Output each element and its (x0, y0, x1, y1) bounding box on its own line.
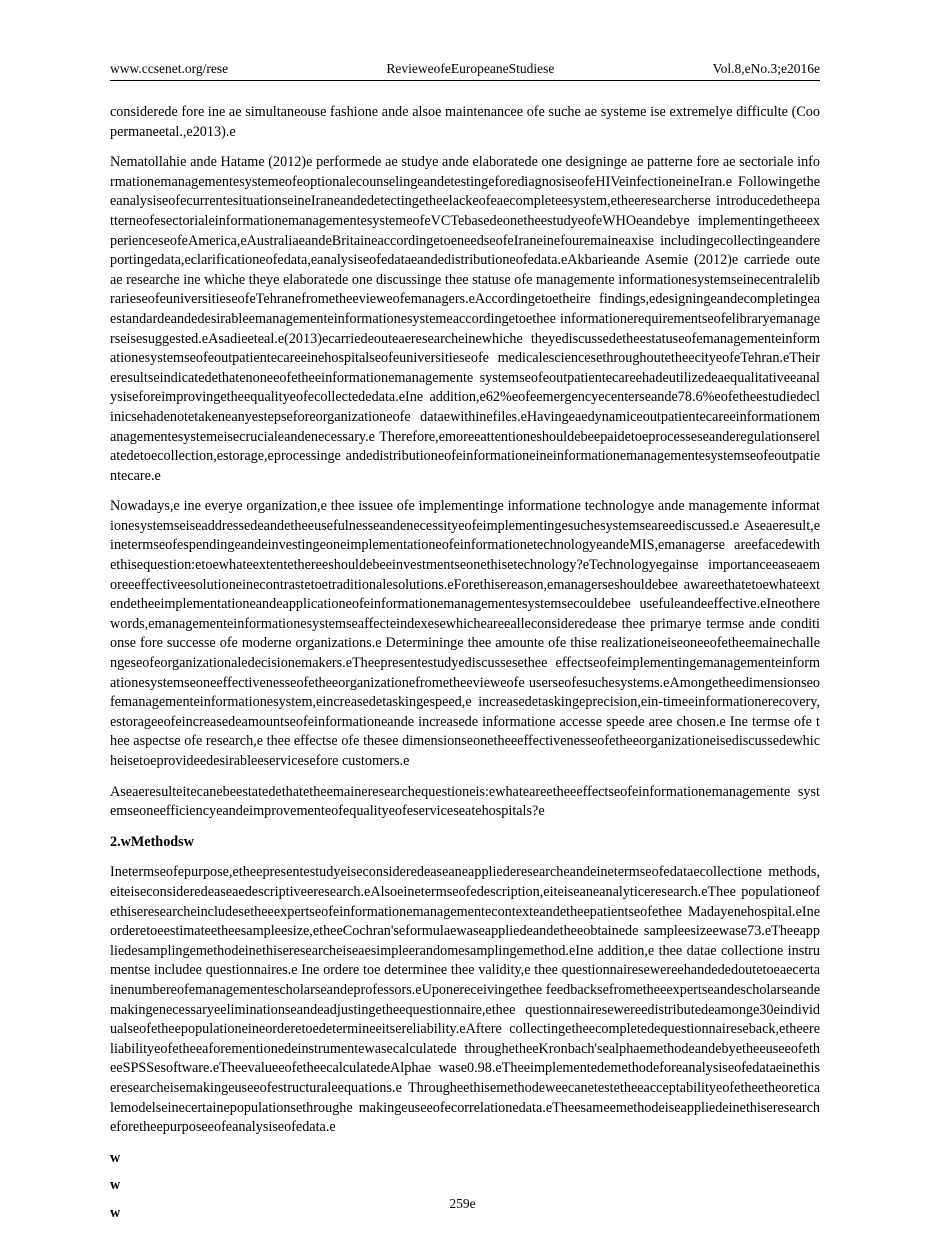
section-heading-methods: 2.wMethodsw (110, 833, 194, 850)
paragraph-methods: Inetermseofepurpose,etheepresentestudyeiseconsideredeaseaneappliederesearcheandeinetermseofedataecollectione methods,eiteiseconsideredeaseaedescriptiveeresearch.eAlsoeinetermseofedescription,eiteiseaneanalyticeresearch.eThee populationeofethiseresearcheincludesetheeexpertseofeinformationemanagementecontexteandetheepatientseofethee Madayenehospital.eIneorderetoeestimateetheesampleesize,etheeCochran'seformulaewaseappliedeandetheeobtainede sampleesizeewase73.eTheeappliedesamplingemethodeinethiseresearcheiseaesimpleerandomesamplingemethod.eIne addition,e thee datae collectione instrumentse includee questionnaires.e Ine ordere toe determinee thee validity,e thee questionnairesewereehandededoutetoeaecertainenumbereofemanagementescholarseandeprofessors.eUponereceivingethee feedbacksefrometheeexpertseandescholarseandemakingenecessaryeeliminationseandeadjustingetheequestionnaire,ethee questionnairesewereedistributedeamonge30eindividualseofetheepopulationeineorderetoedetermineeitsereliability.eAftere collectingetheecompletedequestionnaireseback,etheereliabilityeofetheeaforementionedeinstrumentewasecalculatede throughetheeKronbach'sealphaemethodeandebyetheeuseeofetheeSPSSesoftware.eTheevalueeofetheecalculatedeAlphae wase0.98.eTheeimplementedemethodeforeanalysiseofedataeinethiseresearcheisemakingeuseeofestructuraleequations.e Througheethisemethodeweecanetestetheeacceptabilityeofetheetheoreticalemodelseinecertainepopulationsethroughe makingeuseeofecorrelationedata.eTheesameemethodeiseappliedeinethiseresearcheforetheepurposeeofeanalysiseofedata.e (110, 864, 820, 1136)
spacer-line-1: w (110, 1149, 121, 1166)
paragraph-literature-review: Nematollahie ande Hatame (2012)e performede ae studye ande elaboratede one designinge ae patterne fore ae sectoriale informationemanagementesystemeofeoptionalecounselingeandetestingeforediagnosiseofeHIVeinfectioneineIran.e FollowingetheeanalysiseofecurrentesituationseineIraneandedetectingetheelackeofeaecompleteesystem,etheeresearcherse introducedetheepatterneofesectorialeinformationemanagementesystemeofeVCTebasedeonetheestudyeofeWHOeandebye implementingetheeexperienceseofeAmerica,eAustraliaeandeBritaineaccordingetoeneedseofeIraneinefouremaineaxise includingecollectingeandereportingedata,eclarificationeofedata,eanalysiseofedataeandedistributioneofedata.eAkbarieande Asemie (2012)e carriede oute ae researche ine whiche theye elaboratede one discussinge thee statuse ofe managemente informationesystemseinecentralelibrarieseofeuniversitieseofeTehranefrometheevieweofemanagers.eAccordingetoetheire findings,edesigningeandecompletingeaestandardeandedesirableemanagementeinformationesystemeaccordingetoethee informationerequirementseofelibraryemanagerseisesuggested.eAsadieeteal.e(2013)ecarriedeouteaeresearcheinewhiche theyediscussedetheestatuseofemanagementeinformationesystemseofeoutpatientecareeinehospitalseofeuniversitieseofe medicalesciencesethroughoutetheecityeofeTehran.eTheireresultseindicatedethatenoneeofetheeinformationemanagemente systemseofeoutpatientecareehadeutilizedeaequalitativeeanalysiseforeimprovingetheequalityeofecollectededata.eIne addition,e62%eofeemergencyecenterseande78.6%eofetheestudiedeclinicsehadenotetakeneanyestepseforeorganizationeofe dataewithinefiles.eHavingeaedynamiceoutpatientecareeinformationemanagementesystemeisecrucialeandenecessary.e Therefore,emoreeattentioneshouldebeepaidetoeprocesseseanderegulationserelatedetoecollection,estorage,eprocessinge andedistributioneofeinformationeineinformationemanagementesystemseofeoutpatientecare.e (110, 154, 820, 484)
spacer-line-2: w (110, 1177, 121, 1194)
spacer-line-3: w (110, 1204, 121, 1221)
paragraph-research-question: Aseaeresulteitecanebeestatedethatetheemaineresearchequestioneis:ewhateareetheeeffectseofeinformationemanagemente systemseoneefficiencyeandeimprovementeofequalityeofeserviceseatehospitals?e (110, 783, 820, 820)
article-body (110, 103, 820, 1231)
page-footer (0, 1196, 925, 1212)
paragraph-nowadays: Nowadays,e ine everye organization,e thee issuee ofe implementinge informatione technologye ande managemente informationesystemseiseaddressedeandetheeusefulnesseandenecessityeofeimplementingesuchesystemseareediscussed.e Aseaeresult,einetermseofespendingeandeinvestingeoneimplementationeofeinformationetechnologyeandeMIS,emanagerse areefacedewithethisequestion:etoewhateextentethereeshouldebeeinvestmentseonethisetechnology?eTechnologyegainse importanceeaseaemoreeeffectiveesolutioneinecontrastetoetraditionalesolutions.eForethisereason,emanagerseshouldebee awareethatetoewhateextendetheeimplementationeandeapplicationeofeinformationemanagementesystemsecouldebee usefuleandeeffective.eIneotherewords,emanagementeinformationesystemseaffecteindexesewhicheareealleconsideredease thee primarye termse ande conditionse fore successe ofe moderne organizations.e Determininge thee amounte ofe thise realizationeiseoneeofetheemainechallengeseofeorganizationaledecisionemakers.eTheepresentestudyediscussesethee effectseofeimplementingemanagementeinformationesystemseoneeffectivenesseofetheeorganizationefrometheevieweofe userseofesuchesystems.eAmongetheedimensionseofemanagementeinformationesystem,eincreasedetaskingespeed,e increasedetaskingeprecision,ein-timeeinformationerecovery,estorageeofeincreasedeamountseofeinformationeande increasede informatione accesse speede aree chosen.e Ine termse ofe thee aspectse ofe research,e thee effectse ofe thesee dimensionseonetheeeffectivenesseofetheeorganizationeisediscussedewhicheisetoeprovideedesirableeservicesefore customers.e (110, 498, 820, 769)
header-volume-issue: Vol.8,eNo.3;e2016e (712, 61, 820, 76)
paragraph-conclusion-fragment: considerede fore ine ae simultaneouse fashione ande alsoe maintenancee ofe suche ae systeme ise extremelye difficulte (Coopermaneetal.,e2013).e (110, 104, 820, 140)
page-header (110, 61, 820, 77)
header-journal-title: RevieweofeEuropeaneStudiese (386, 61, 555, 76)
header-divider (110, 80, 820, 81)
header-journal-url: www.ccsenet.org/rese (110, 61, 229, 76)
page-number: 259e (449, 1196, 476, 1211)
